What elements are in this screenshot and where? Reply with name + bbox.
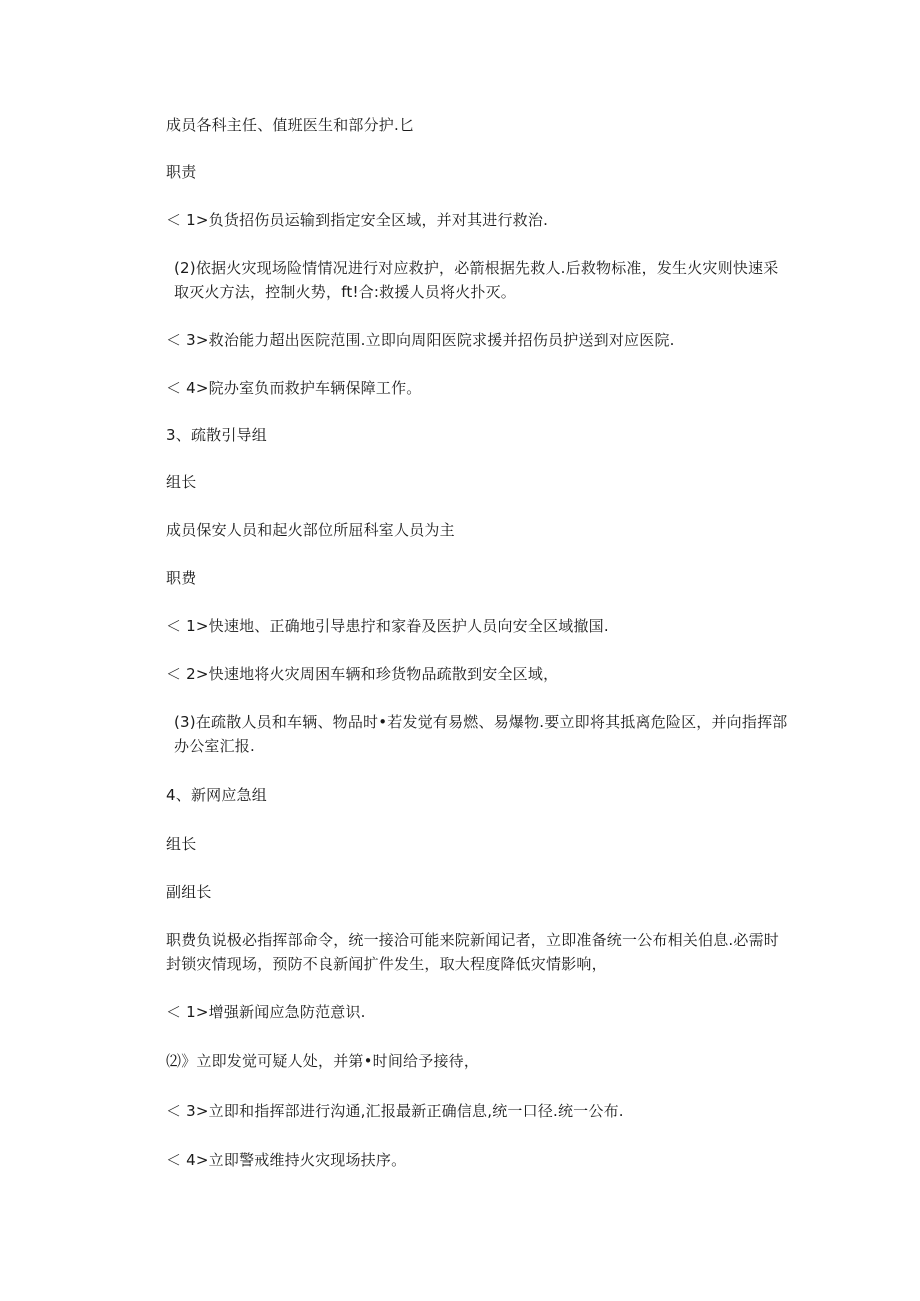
text-line-18: ＜ 1>增强新闻应急防范意识. xyxy=(166,1003,366,1021)
text-line-15: 组长 xyxy=(166,835,197,853)
section-heading-3: 3、疏散引导组 xyxy=(166,426,267,444)
heading-duties: 职责 xyxy=(166,163,197,181)
text-line-20: ＜ 3>立即和指挥部进行沟通,汇报最新正确信息,统一口径.统一公布. xyxy=(166,1102,624,1120)
text-line-8: 组长 xyxy=(166,473,197,491)
text-line-9: 成员保安人员和起火部位所屈科室人员为主 xyxy=(166,521,455,539)
text-line-12: ＜ 2>快速地将火灾周困车辆和珍货物品疏散到安全区域， xyxy=(166,665,559,683)
text-line-11: ＜ 1>快速地、正确地引导患拧和家眷及医护人员向安全区域撤国. xyxy=(166,617,609,635)
text-line-6: ＜ 4>院办室负而救护车辆保障工作。 xyxy=(166,379,422,397)
paragraph-13: (3)在疏散人员和车辆、物品时•若发觉有易燃、易爆物.要立即将其抵离危险区，并向指挥部办公室汇报. xyxy=(174,713,788,755)
section-heading-4: 4、新网应急组 xyxy=(166,786,267,804)
text-line-16: 副组长 xyxy=(166,883,212,901)
text-line-3: ＜ 1>负货招伤员运输到指定安全区域，并对其进行救治. xyxy=(166,211,549,229)
text-line-1: 成员各科主任、值班医生和部分护.匕 xyxy=(166,116,415,134)
text-line-21: ＜ 4>立即警戒维持火灾现场扶序。 xyxy=(166,1151,407,1169)
heading-duties-2: 职费 xyxy=(166,569,197,587)
paragraph-17: 职费负说极必指挥部命令，统一接洽可能来院新闻记者，立即准备统一公布相关伯息.必需时封锁灾情现场，预防不良新闻扩件发生，取大程度降低灾情影响， xyxy=(166,931,779,973)
text-line-5: ＜ 3>救治能力超出医院范围.立即向周阳医院求援并招伤员护送到对应医院. xyxy=(166,331,675,349)
paragraph-4: (2)依据火灾现场险情情况进行对应救护，必箭根据先救人.后救物标准，发生火灾则快速采取灭火方法，控制火势，ft!合:救援人员将火扑灭。 xyxy=(174,259,779,301)
text-line-19: ⑵》立即发觉可疑人处，并第•时间给予接待， xyxy=(166,1052,480,1070)
